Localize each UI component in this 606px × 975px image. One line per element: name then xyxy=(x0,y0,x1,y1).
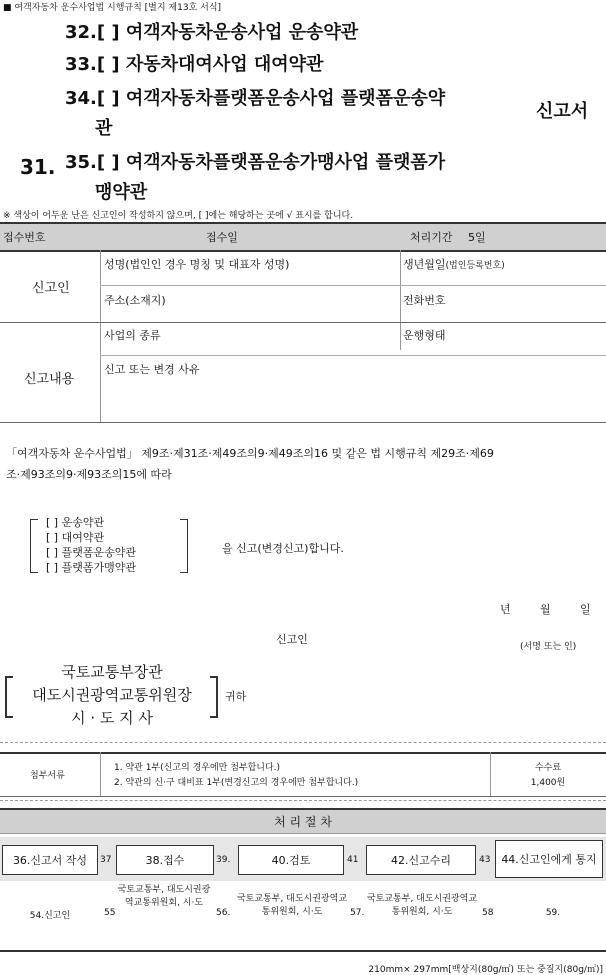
title-item-34b: 관 xyxy=(95,118,113,139)
date-year: 년 xyxy=(500,603,511,616)
arrow-39: 39. xyxy=(216,855,231,865)
sign-hint[interactable]: (서명 또는 인) xyxy=(520,642,577,652)
step-write-application: 36.신고서 작성 xyxy=(2,845,98,875)
arrow-41: 41 xyxy=(347,855,359,865)
arrow-37: 37 xyxy=(100,855,112,865)
title-item-32: 32.[ ] 여객자동차운송사업 운송약관 xyxy=(65,22,359,43)
options-right-bracket xyxy=(180,519,188,573)
recipient-suffix: 귀하 xyxy=(225,690,247,703)
actor-review-org: 국토교통부, 대도시권광역교통위원회, 시·도 xyxy=(236,894,348,917)
signer-label: 신고인 xyxy=(276,633,308,646)
processing-period-label: 처리기간 xyxy=(410,231,453,244)
applicant-section-label: 신고인 xyxy=(32,281,70,296)
receipt-date-label: 접수일 xyxy=(206,231,238,244)
paper-spec-footer: 210mm× 297mm[백상지(80g/㎡) 또는 중질지(80g/㎡)] xyxy=(368,965,603,975)
actor-applicant: 54.신고인 xyxy=(29,911,71,921)
step-receipt: 38.접수 xyxy=(116,845,214,875)
reason-field-label[interactable]: 신고 또는 변경 사유 xyxy=(104,363,200,376)
title-item-35a: 35.[ ] 여객자동차플랫폼운송가맹사업 플랫폼가 xyxy=(65,152,446,173)
birth-field-label[interactable] xyxy=(403,256,505,272)
title-item-34a: 34.[ ] 여객자동차플랫폼운송사업 플랫폼운송약 xyxy=(65,88,446,109)
title-suffix: 신고서 xyxy=(536,101,589,122)
statement-line-2: 조·제93조의9·제93조의15에 따라 xyxy=(6,468,172,481)
options-list xyxy=(46,515,136,575)
title-item-35b: 맹약관 xyxy=(95,182,148,203)
option-platform-franchise-terms[interactable]: [ ] 플랫폼가맹약관 xyxy=(46,561,136,574)
declaration-text: 을 신고(변경신고)합니다. xyxy=(222,542,344,555)
address-field-label[interactable]: 주소(소재지) xyxy=(104,294,166,307)
actor-receipt-org: 국토교통부, 대도시권광역교통위원회, 시·도 xyxy=(117,885,211,908)
birth-label-sub: (법인등록번호) xyxy=(445,261,505,271)
phone-field-label[interactable]: 전화번호 xyxy=(403,294,446,307)
procedure-title-band xyxy=(0,808,606,834)
options-left-bracket xyxy=(30,519,38,573)
title-item-33: 33.[ ] 자동차대여사업 대여약관 xyxy=(65,54,324,75)
date-day: 일 xyxy=(580,603,591,616)
arrow-43: 43 xyxy=(479,855,491,865)
date-month: 월 xyxy=(540,603,551,616)
notice-text: ※ 색상이 어두운 난은 신고인이 작성하지 않으며, [ ]에는 해당하는 곳에 √ 표시를 합니다. xyxy=(3,211,354,221)
recipient-commission: 대도시권광역교통위원장 xyxy=(32,686,192,704)
step-acceptance: 42.신고수리 xyxy=(366,845,476,875)
recipient-governor: 시 · 도 지 사 xyxy=(71,709,153,727)
recipient-left-bracket xyxy=(5,676,13,718)
legal-reference: ■ 여객자동차 운수사업법 시행규칙 [별지 제13호 서식] xyxy=(3,3,222,13)
birth-label-text: 생년월일 xyxy=(403,258,446,271)
actor-notify: 59. xyxy=(545,908,561,918)
actor-num-57: 57. xyxy=(350,908,365,918)
actor-num-58: 58 xyxy=(482,908,494,918)
receipt-row xyxy=(0,222,606,250)
recipient-block xyxy=(14,661,210,730)
operation-type-field-label[interactable]: 운행형태 xyxy=(403,329,446,342)
receipt-number-label: 접수번호 xyxy=(3,231,46,244)
procedure-title: 처 리 절 차 xyxy=(274,815,332,829)
title-main-number: 31. xyxy=(20,155,56,179)
actor-num-56: 56. xyxy=(216,908,231,918)
recipient-right-bracket xyxy=(210,676,218,718)
option-transport-terms[interactable]: [ ] 운송약관 xyxy=(46,516,105,529)
attachment-item-1: 1. 약관 1부(신고의 경우에만 첨부합니다.) xyxy=(114,763,281,773)
attachment-item-2: 2. 약관의 신·구 대비표 1부(변경신고의 경우에만 첨부합니다.) xyxy=(114,778,359,788)
actor-num-55: 55 xyxy=(104,908,116,918)
fee-label: 수수료 xyxy=(534,763,562,773)
statement-line-1: 「여객자동차 운수사업법」 제9조·제31조·제49조의9·제49조의16 및 같은 법 시행규칙 제29조·제69 xyxy=(6,447,494,460)
actor-acceptance-org: 국토교통부, 대도시권광역교통위원회, 시·도 xyxy=(366,894,478,917)
recipient-ministry: 국토교통부장관 xyxy=(61,663,163,681)
attachments-label: 첨부서류 xyxy=(30,771,65,781)
fee-value: 1,400원 xyxy=(530,778,566,788)
processing-period-value: 5일 xyxy=(468,231,486,244)
option-rental-terms[interactable]: [ ] 대여약관 xyxy=(46,531,105,544)
option-platform-transport-terms[interactable]: [ ] 플랫폼운송약관 xyxy=(46,546,136,559)
business-type-field-label[interactable]: 사업의 종류 xyxy=(104,329,161,342)
step-review: 40.검토 xyxy=(238,845,344,875)
content-section-label: 신고내용 xyxy=(24,372,75,387)
name-field-label[interactable]: 성명(법인인 경우 명칭 및 대표자 성명) xyxy=(104,258,290,271)
step-notify-applicant: 44.신고인에게 통지 xyxy=(495,840,603,878)
